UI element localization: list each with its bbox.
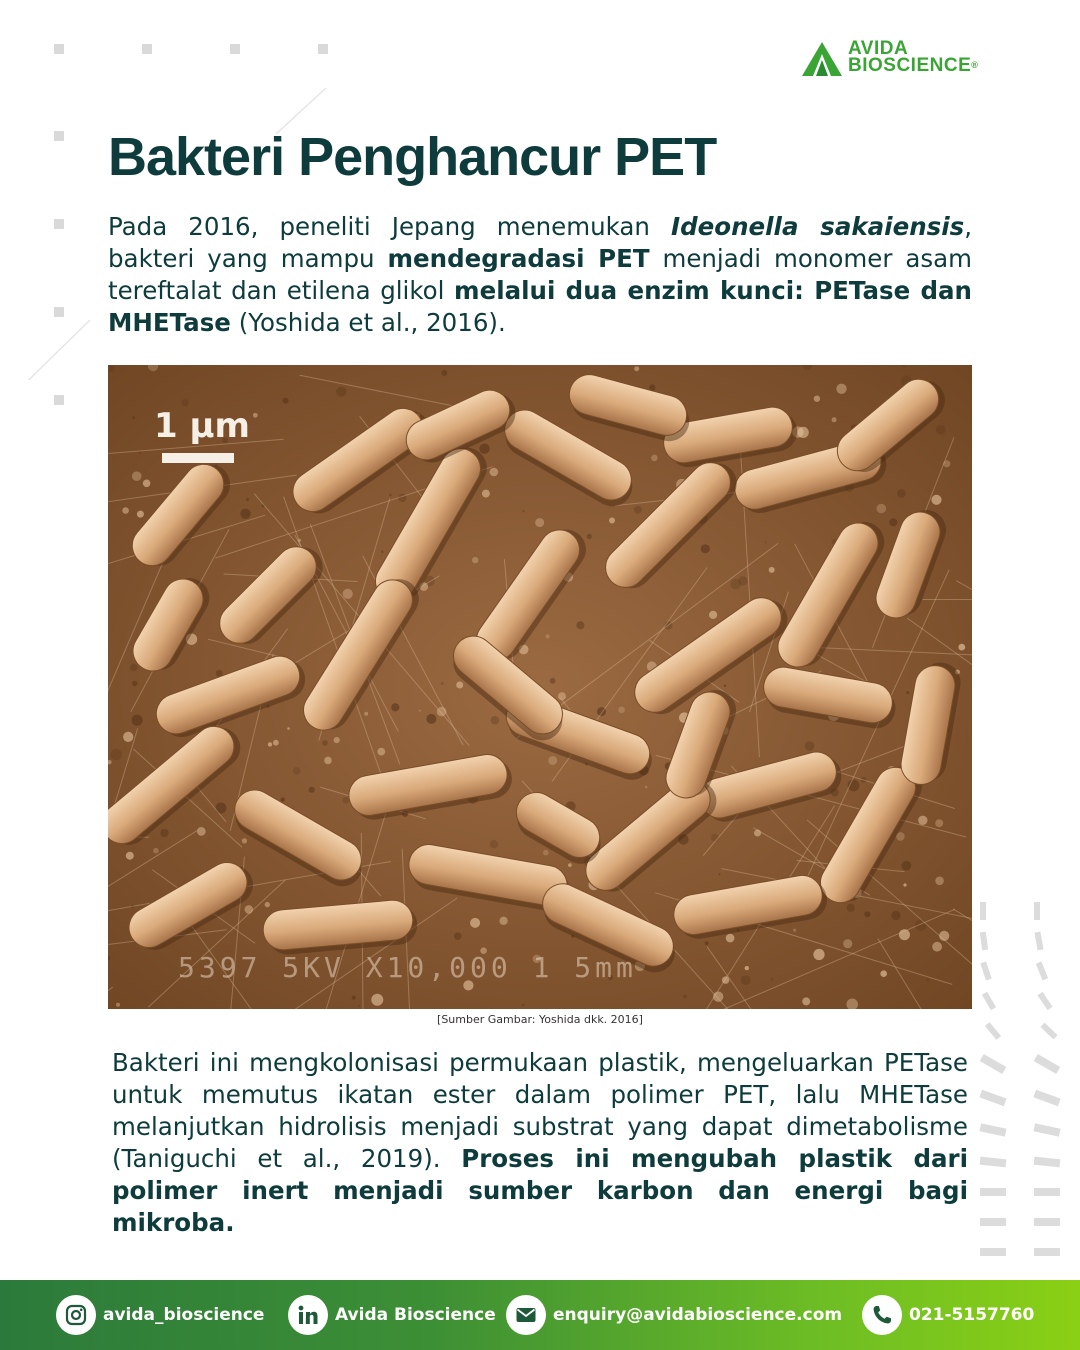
intro-text-5: menjadi monomer asam tereftalat dan etilena glikol <box>108 244 972 305</box>
phone-link[interactable] <box>862 1295 1034 1335</box>
intro-text-3: , bakteri yang mampu <box>108 212 973 273</box>
body-text: Bakteri ini mengkolonisasi permukaan plastik, mengeluarkan PETase untuk memutus ikatan ester dalam polimer PET, lalu MHETase melanjutkan hidrolisis menjadi substrat yang dapat dimetabolisme (Taniguchi et al., 2019). <box>112 1048 968 1173</box>
brand-trademark: ® <box>971 60 979 70</box>
intro-citation: (Yoshida et al., 2016). <box>230 308 506 337</box>
linkedin-name: Avida Bioscience <box>335 1305 496 1325</box>
instagram-icon <box>56 1295 96 1335</box>
species-name: Ideonella sakaiensis <box>670 212 965 241</box>
avida-mountain-icon <box>800 40 844 78</box>
email-address: enquiry@avidabioscience.com <box>553 1305 843 1325</box>
intro-bold-degrade: mendegradasi PET <box>387 244 650 273</box>
contact-footer <box>0 1280 1080 1350</box>
brand-line2: BIOSCIENCE <box>848 55 972 76</box>
sem-micrograph <box>108 365 972 1009</box>
page-title: Bakteri Penghancur PET <box>108 127 717 187</box>
instagram-handle: avida_bioscience <box>103 1305 265 1325</box>
sem-info-strip: 5397 5KV X10,000 1 5mm <box>178 951 637 984</box>
email-link[interactable] <box>506 1295 842 1335</box>
phone-icon <box>862 1295 902 1335</box>
intro-text-1: Pada 2016, peneliti Jepang menemukan <box>108 212 671 241</box>
bacteria-image <box>108 365 972 1009</box>
linkedin-link[interactable] <box>288 1295 496 1335</box>
brand-wordmark <box>848 40 978 74</box>
body-paragraph <box>112 1047 968 1239</box>
intro-paragraph <box>108 211 972 339</box>
phone-number: 021-5157760 <box>909 1305 1035 1325</box>
brand-line1: AVIDA <box>848 38 909 59</box>
brand-logo <box>800 40 990 80</box>
mail-icon <box>506 1295 546 1335</box>
linkedin-icon <box>288 1295 328 1335</box>
scale-bar-label: 1 μm <box>154 406 250 446</box>
intro-bold-enzymes: melalui dua enzim kunci: PETase dan MHETase <box>108 276 972 337</box>
image-caption: [Sumber Gambar: Yoshida dkk. 2016] <box>437 1013 643 1026</box>
body-bold-conclusion: Proses ini mengubah plastik dari polimer inert menjadi sumber karbon dan energi bagi mikroba. <box>112 1144 968 1237</box>
instagram-link[interactable] <box>56 1295 264 1335</box>
